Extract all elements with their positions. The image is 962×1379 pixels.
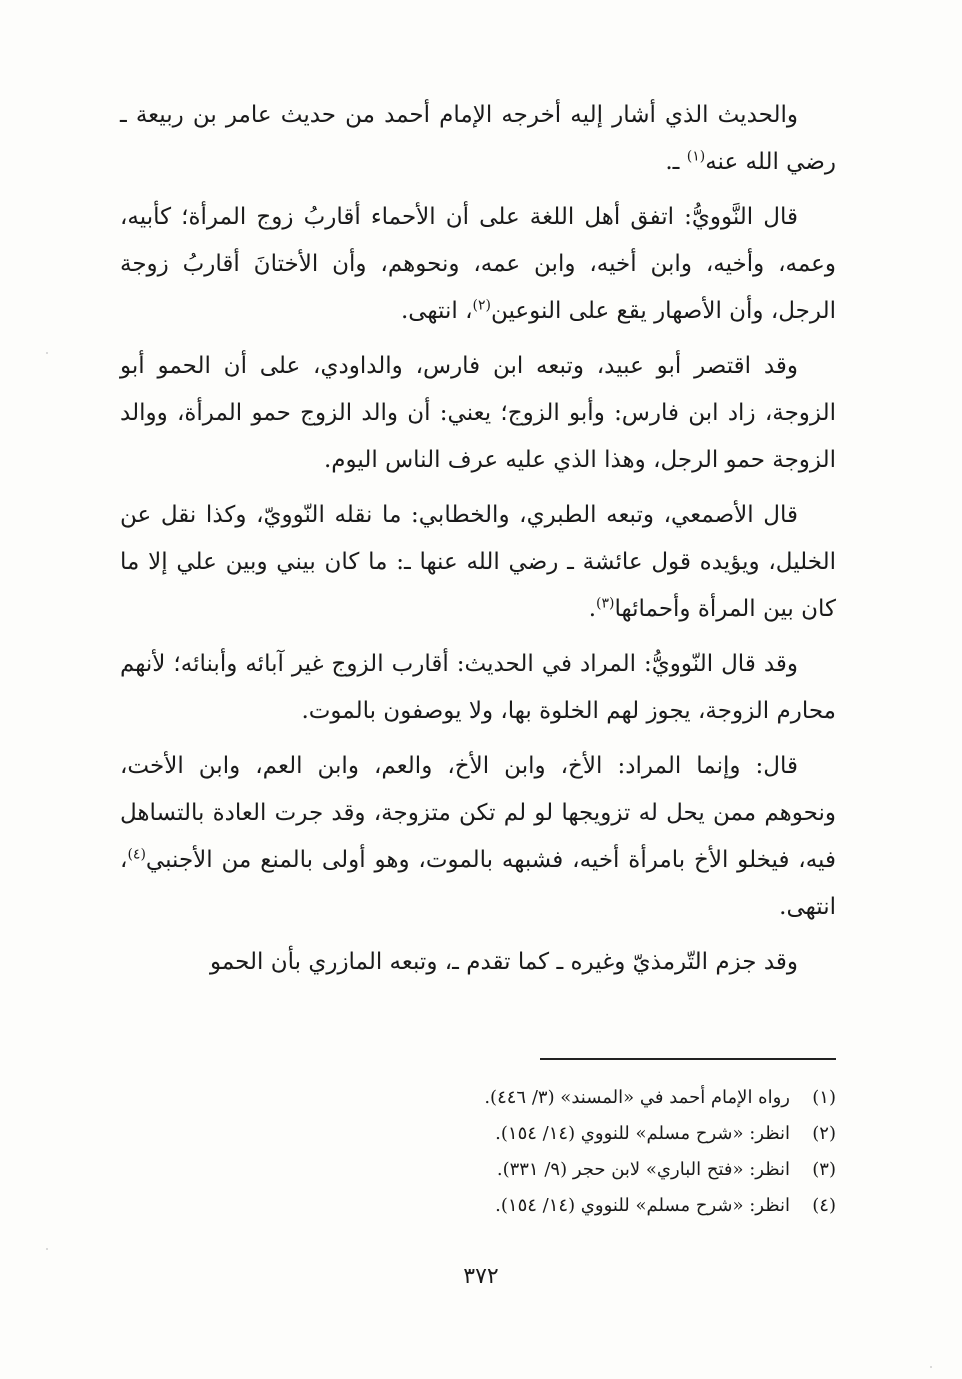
paragraph (120, 939, 836, 986)
footnote-ref[interactable]: (٤) (127, 846, 146, 863)
paragraph-text: والحديث الذي أشار إليه أخرجه الإمام أحمد من حديث عامر بن ربيعة ـ رضي الله عنه (120, 102, 836, 175)
footnote-ref[interactable]: (٢) (472, 297, 491, 314)
paragraph-text: قال: وإنما المراد: الأخ، وابن الأخ، والعم، وابن العم، وابن الأخت، ونحوهم ممن يحل له تزويجها لو لم تكن متزوجة، وقد جرت العادة بالتساهل فيه، فيخلو الأخ بامرأة أخيه، فشبهه بالموت، وهو أولى بالمنع من الأجنبي (120, 753, 836, 873)
footnote-number: (٢) (812, 1123, 836, 1144)
footnote-item (336, 1080, 836, 1116)
footnote-text: انظر: «شرح مسلم» للنووي (١٤/ ١٥٤). (495, 1123, 790, 1144)
footnote-number: (٣) (812, 1159, 836, 1180)
footnote-number: (٤) (812, 1195, 836, 1216)
footnote-text: انظر: «شرح مسلم» للنووي (١٤/ ١٥٤). (495, 1195, 790, 1216)
footnote-ref[interactable]: (٣) (596, 595, 615, 612)
main-text (120, 92, 836, 994)
footnote-number: (١) (812, 1087, 836, 1108)
paragraph (120, 743, 836, 931)
paragraph-text-tail: ـ. (665, 149, 687, 175)
page-number: ٣٧٢ (463, 1264, 499, 1289)
scan-speck (930, 1366, 932, 1368)
paragraph (120, 641, 836, 735)
footnote-text: انظر: «فتح الباري» لابن حجر (٩/ ٣٣١). (496, 1159, 790, 1180)
footnote-item (336, 1188, 836, 1224)
paragraph-text-tail: . (588, 596, 597, 622)
footnote-item (336, 1152, 836, 1188)
paragraph-text: قال الأصمعي، وتبعه الطبري، والخطابي: ما نقله النّوويّ، وكذا نقل عن الخليل، ويؤيده قول عائشة ـ رضي الله عنها ـ: ما كان بيني وبين علي إلا ما كان بين المرأة وأحمائها (120, 502, 836, 622)
footnote-divider (540, 1058, 836, 1060)
scan-speck (46, 1248, 48, 1250)
footnotes (336, 1080, 836, 1224)
paragraph (120, 343, 836, 484)
paragraph (120, 194, 836, 335)
paragraph-text-tail: ، انتهى. (400, 298, 473, 324)
paragraph-text: قال النَّوويُّ: اتفق أهل اللغة على أن الأحماء أقاربُ زوج المرأة؛ كأبيه، وعمه، وأخيه، وابن أخيه، وابن عمه، ونحوهم، وأن الأختانَ أقاربُ زوجة الرجل، وأن الأصهار يقع على النوعين (120, 204, 836, 324)
footnote-ref[interactable]: (١) (686, 148, 706, 165)
scan-speck (46, 352, 48, 354)
paragraph-text: وقد جزم التّرمذيّ وغيره ـ كما تقدم ـ، وتبعه المازري بأن الحمو (209, 949, 798, 975)
footnote-text: رواه الإمام أحمد في «المسند» (٣/ ٤٤٦). (484, 1087, 790, 1108)
paragraph (120, 492, 836, 633)
paragraph-text-tail: ، انتهى. (120, 847, 836, 920)
footnote-item (336, 1116, 836, 1152)
paragraph-text: وقد اقتصر أبو عبيد، وتبعه ابن فارس، والداودي، على أن الحمو أبو الزوجة، زاد ابن فارس: وأبو الزوج؛ يعني: أن والد الزوج حمو المرأة، ووالد الزوجة حمو الرجل، وهذا الذي عليه عرف الناس اليوم. (120, 353, 836, 473)
paragraph (120, 92, 836, 186)
paragraph-text: وقد قال النّوويُّ: المراد في الحديث: أقارب الزوج غير آبائه وأبنائه؛ لأنهم محارم الزوجة، يجوز لهم الخلوة بها، ولا يوصفون بالموت. (120, 651, 836, 724)
